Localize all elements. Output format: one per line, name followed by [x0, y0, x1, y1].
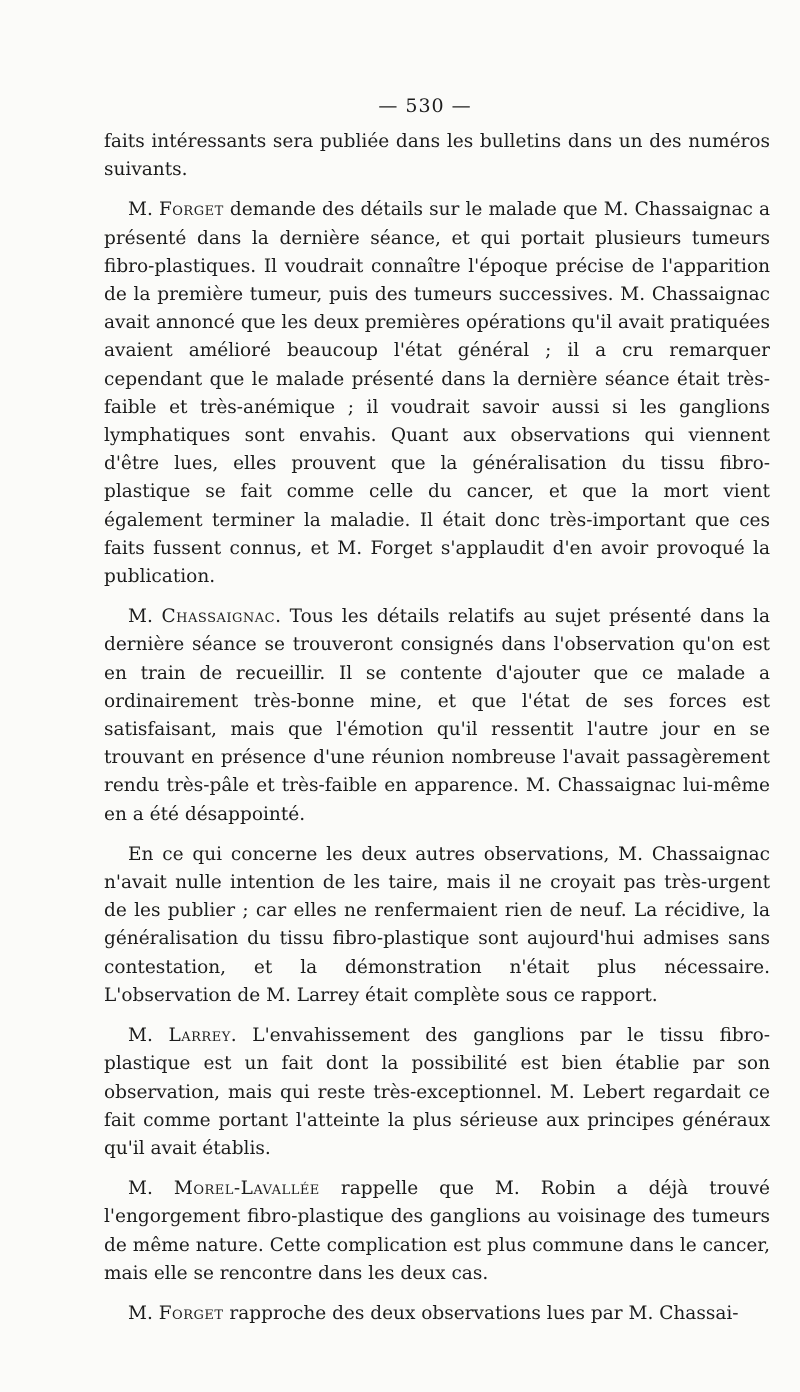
paragraph-forget-1	[104, 196, 770, 591]
paragraph-chassaignac-cont	[104, 841, 770, 1010]
paragraph-text: rapproche des deux observations lues par M. Chassai-	[223, 1302, 739, 1324]
speaker-name: Morel-Lavallée	[173, 1178, 320, 1200]
paragraph-text: faits intéressants sera publiée dans les bulletins dans un des numéros suivants.	[104, 131, 770, 181]
speaker-name: Chassaignac	[161, 606, 276, 628]
paragraph-text: rappelle que M. Robin a déjà trouvé l'engorgement fibro-plastique des ganglions au voisinage des tumeurs de même nature. Cette complication est plus commune dans le cancer, mais elle se rencontre dans les deux cas.	[104, 1178, 770, 1284]
paragraph-text: . L'envahissement des ganglions par le tissu fibro-plastique est un fait dont la possibilité est bien établie par son observation, mais qui reste très-exceptionnel. M. Lebert regardait ce fait comme portant l'atteinte la plus sérieuse aux principes généraux qu'il avait établis.	[104, 1025, 770, 1159]
speaker-name: Forget	[158, 199, 224, 221]
speaker-prefix: M.	[128, 606, 162, 628]
paragraph-larrey	[104, 1022, 770, 1163]
speaker-prefix: M.	[128, 1025, 169, 1047]
speaker-prefix: M.	[128, 199, 159, 221]
paragraph-forget-2	[104, 1300, 770, 1328]
speaker-name: Forget	[158, 1302, 224, 1324]
paragraph-chassaignac	[104, 603, 770, 829]
paragraph-morel-lavallee	[104, 1175, 770, 1288]
paragraph-text: En ce qui concerne les deux autres observations, M. Chassaignac n'avait nulle intention de les taire, mais il ne croyait pas très-urgent de les publier ; car elles ne renfermaient rien de neuf. La récidive, la généralisation du tissu fibro-plastique sont aujourd'hui admises sans contestation, et la démonstration n'était plus nécessaire. L'observation de M. Larrey était complète sous ce rapport.	[104, 843, 770, 1006]
speaker-prefix: M.	[128, 1302, 159, 1324]
paragraph-text: . Tous les détails relatifs au sujet présenté dans la dernière séance se trouveront consignés dans l'observation qu'on est en train de recueillir. Il se contente d'ajouter que ce malade a ordinairement très-bonne mine, et que l'état de ses forces est satisfaisant, mais que l'émotion qu'il ressentit l'autre jour en se trouvant en présence d'une réunion nombreuse l'avait passagèrement rendu très-pâle et très-faible en apparence. M. Chassaignac lui-même en a été désappointé.	[104, 606, 770, 825]
paragraph-continuation	[104, 128, 770, 184]
speaker-prefix: M.	[128, 1178, 174, 1200]
body-text	[104, 128, 770, 1340]
page-number: — 530 —	[378, 95, 472, 117]
paragraph-text: demande des détails sur le malade que M. Chassaignac a présenté dans la dernière séance, et qui portait plusieurs tumeurs fibro-plastiques. Il voudrait connaître l'époque précise de l'apparition de la première tumeur, puis des tumeurs successives. M. Chassaignac avait annoncé que les deux premières opérations qu'il avait pratiquées avaient amélioré beaucoup l'état général ; il a cru remarquer cependant que le malade présenté dans la dernière séance était très-faible et très-anémique ; il voudrait savoir aussi si les ganglions lymphatiques sont envahis. Quant aux observations qui viennent d'être lues, elles prouvent que la généralisation du tissu fibro-plastique se fait comme celle du cancer, et que la mort vient également terminer la maladie. Il était donc très-important que ces faits fussent connus, et M. Forget s'applaudit d'en avoir provoqué la publication.	[104, 199, 770, 588]
speaker-name: Larrey	[168, 1025, 231, 1047]
